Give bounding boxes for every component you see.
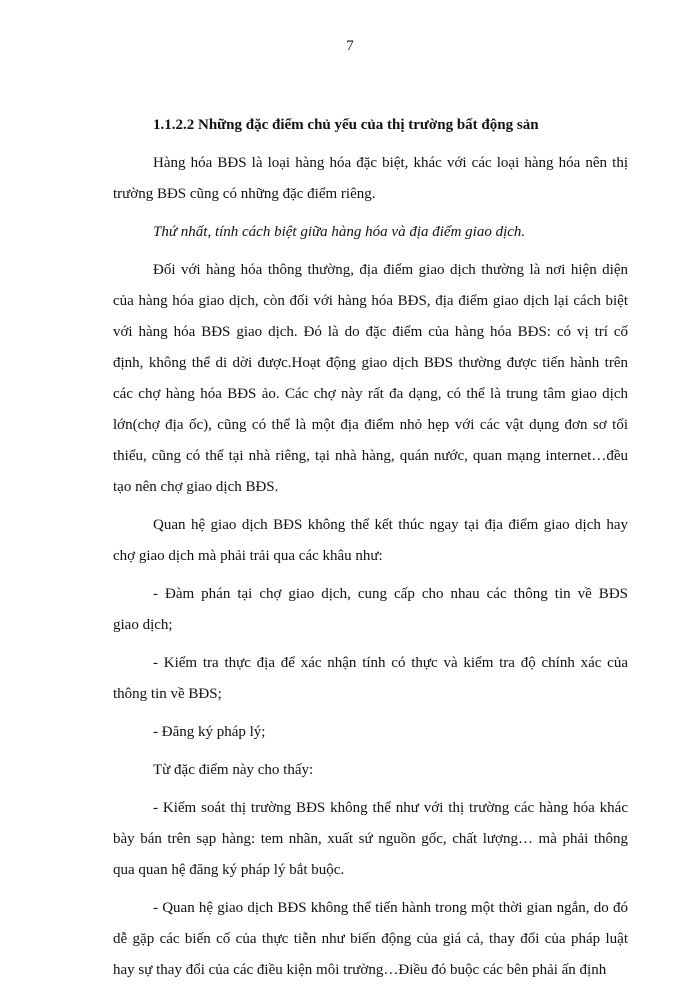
text-line: định, không thể di dời được.Hoạt động giao dịch BĐS thường được tiến hành trên (113, 355, 628, 371)
text-line: - Đàm phán tại chợ giao dịch, cung cấp cho nhau các thông tin về BĐS (153, 586, 628, 602)
text-line: hay sự thay đổi của các điều kiện môi trường…Điều đó buộc các bên phải ấn định (113, 962, 607, 978)
paragraph (153, 717, 628, 748)
paragraph (113, 148, 628, 210)
text-line: các chợ hàng hóa BĐS ảo. Các chợ này rất đa dạng, có thể là trung tâm giao dịch (113, 386, 628, 402)
paragraph (113, 648, 628, 710)
text-line: chợ giao dịch mà phải trải qua các khâu như: (113, 548, 383, 564)
text-line: của hàng hóa giao dịch, còn đối với hàng hóa BĐS, địa điểm giao dịch lại cách biệt (113, 293, 628, 309)
text-line: - Kiểm soát thị trường BĐS không thể như với thị trường các hàng hóa khác (153, 800, 628, 816)
text-line: thông tin về BĐS; (113, 686, 222, 702)
paragraph (113, 893, 628, 986)
text-line: Đối với hàng hóa thông thường, địa điểm giao dịch thường là nơi hiện diện (153, 262, 628, 278)
text-line: với hàng hóa BĐS giao dịch. Đó là do đặc điểm của hàng hóa BĐS: có vị trí cố (113, 324, 628, 340)
text-line: tạo nên chợ giao dịch BĐS. (113, 479, 279, 495)
document-body (113, 110, 628, 993)
text-line: - Kiểm tra thực địa để xác nhận tính có thực và kiểm tra độ chính xác của (153, 655, 628, 671)
paragraph (113, 793, 628, 886)
page-number: 7 (346, 38, 354, 54)
section-heading: 1.1.2.2 Những đặc điểm chủ yếu của thị trường bất động sản (153, 117, 539, 133)
paragraph (153, 217, 628, 248)
text-line: dễ gặp các biến cố của thực tiễn như biến động của giá cả, thay đổi của pháp luật (113, 931, 628, 947)
text-line: Quan hệ giao dịch BĐS không thể kết thúc ngay tại địa điểm giao dịch hay (153, 517, 628, 533)
paragraph (113, 255, 628, 503)
text-line: thiểu, cũng có thể tại nhà riêng, tại nhà hàng, quán nước, quan mạng internet…đều (113, 448, 628, 464)
text-line: qua quan hệ đăng ký pháp lý bắt buộc. (113, 862, 345, 878)
text-line: Hàng hóa BĐS là loại hàng hóa đặc biệt, khác với các loại hàng hóa nên thị (153, 155, 628, 171)
text-line: Thứ nhất, tính cách biệt giữa hàng hóa và địa điểm giao dịch. (153, 224, 526, 240)
text-line: - Đăng ký pháp lý; (153, 724, 266, 740)
text-line: lớn(chợ địa ốc), cũng có thể là một địa điểm nhỏ hẹp với các vật dụng đơn sơ tối (113, 417, 628, 433)
text-line: giao dịch; (113, 617, 173, 633)
text-line: bày bán trên sạp hàng: tem nhãn, xuất sứ nguồn gốc, chất lượng… mà phải thông (113, 831, 628, 847)
paragraph (153, 755, 628, 786)
paragraph (113, 579, 628, 641)
text-line: - Quan hệ giao dịch BĐS không thể tiến hành trong một thời gian ngắn, do đó (153, 900, 628, 916)
text-line: Từ đặc điểm này cho thấy: (153, 762, 314, 778)
paragraph (113, 510, 628, 572)
text-line: trường BĐS cũng có những đặc điểm riêng. (113, 186, 376, 202)
